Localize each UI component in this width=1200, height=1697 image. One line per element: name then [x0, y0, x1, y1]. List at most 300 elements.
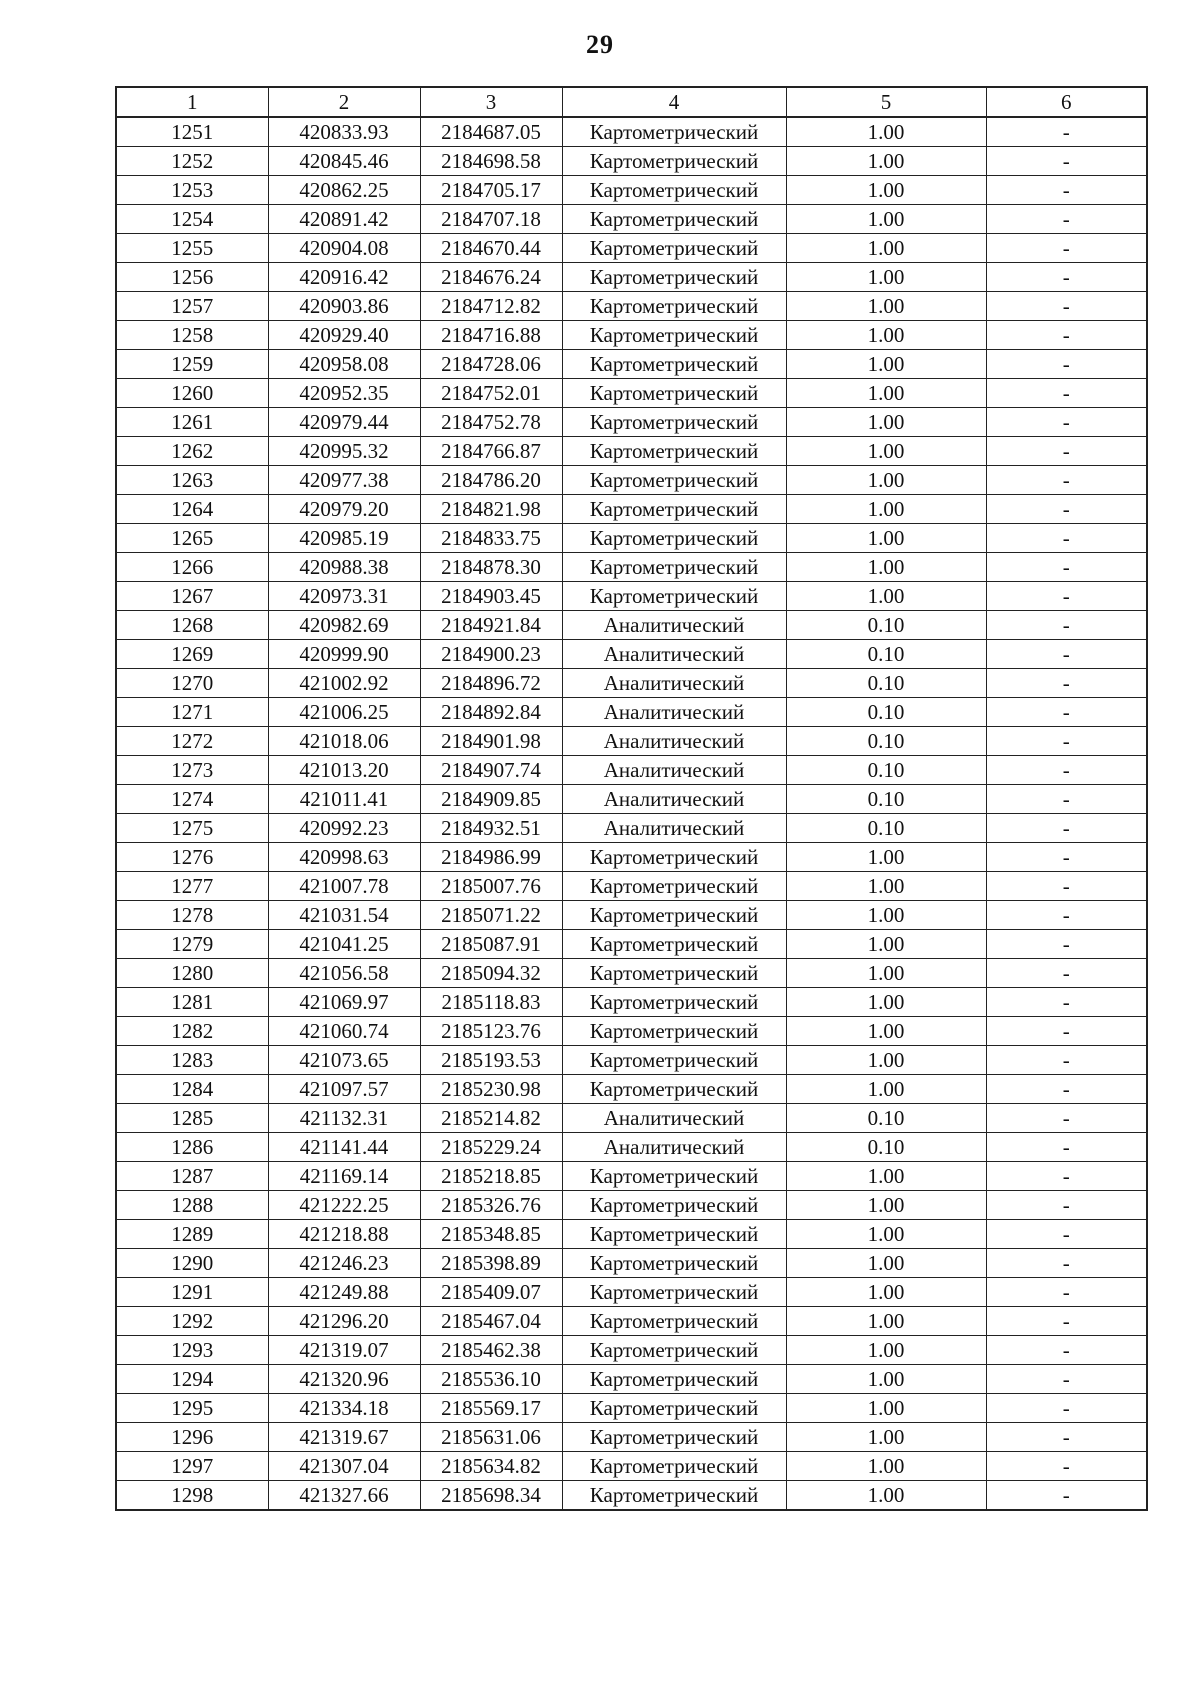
cell-point-number: 1293 [116, 1336, 268, 1365]
cell-method: Аналитический [562, 785, 786, 814]
cell-y-coordinate: 2184932.51 [420, 814, 562, 843]
cell-method: Картометрический [562, 1249, 786, 1278]
cell-accuracy: 0.10 [786, 698, 986, 727]
cell-point-number: 1268 [116, 611, 268, 640]
cell-accuracy: 1.00 [786, 466, 986, 495]
cell-point-number: 1275 [116, 814, 268, 843]
cell-point-number: 1282 [116, 1017, 268, 1046]
cell-method: Картометрический [562, 553, 786, 582]
cell-y-coordinate: 2185118.83 [420, 988, 562, 1017]
cell-y-coordinate: 2185409.07 [420, 1278, 562, 1307]
cell-accuracy: 1.00 [786, 1365, 986, 1394]
cell-point-number: 1287 [116, 1162, 268, 1191]
table-header [116, 87, 1147, 117]
cell-y-coordinate: 2184901.98 [420, 727, 562, 756]
cell-point-number: 1255 [116, 234, 268, 263]
cell-point-number: 1297 [116, 1452, 268, 1481]
table-row [116, 930, 1147, 959]
cell-note: - [986, 292, 1147, 321]
cell-method: Аналитический [562, 1133, 786, 1162]
cell-note: - [986, 524, 1147, 553]
cell-x-coordinate: 420958.08 [268, 350, 420, 379]
cell-point-number: 1269 [116, 640, 268, 669]
cell-x-coordinate: 421007.78 [268, 872, 420, 901]
column-header-1: 1 [116, 87, 268, 117]
cell-y-coordinate: 2185230.98 [420, 1075, 562, 1104]
column-header-3: 3 [420, 87, 562, 117]
cell-point-number: 1263 [116, 466, 268, 495]
cell-x-coordinate: 420998.63 [268, 843, 420, 872]
header-row [116, 87, 1147, 117]
cell-x-coordinate: 420891.42 [268, 205, 420, 234]
cell-y-coordinate: 2184892.84 [420, 698, 562, 727]
table-row [116, 640, 1147, 669]
cell-method: Картометрический [562, 843, 786, 872]
table-row [116, 437, 1147, 466]
cell-x-coordinate: 421319.07 [268, 1336, 420, 1365]
cell-x-coordinate: 421222.25 [268, 1191, 420, 1220]
cell-point-number: 1295 [116, 1394, 268, 1423]
cell-method: Картометрический [562, 350, 786, 379]
cell-x-coordinate: 421169.14 [268, 1162, 420, 1191]
cell-y-coordinate: 2184878.30 [420, 553, 562, 582]
table-row [116, 611, 1147, 640]
cell-x-coordinate: 420977.38 [268, 466, 420, 495]
cell-x-coordinate: 420999.90 [268, 640, 420, 669]
table-row [116, 321, 1147, 350]
cell-note: - [986, 495, 1147, 524]
cell-note: - [986, 437, 1147, 466]
table-row [116, 669, 1147, 698]
cell-y-coordinate: 2185326.76 [420, 1191, 562, 1220]
cell-accuracy: 1.00 [786, 930, 986, 959]
cell-point-number: 1281 [116, 988, 268, 1017]
cell-note: - [986, 1307, 1147, 1336]
cell-method: Аналитический [562, 611, 786, 640]
table-row [116, 495, 1147, 524]
cell-accuracy: 1.00 [786, 1191, 986, 1220]
cell-accuracy: 0.10 [786, 727, 986, 756]
cell-method: Картометрический [562, 1191, 786, 1220]
cell-accuracy: 1.00 [786, 524, 986, 553]
table-row [116, 901, 1147, 930]
cell-method: Аналитический [562, 1104, 786, 1133]
cell-point-number: 1261 [116, 408, 268, 437]
cell-x-coordinate: 420916.42 [268, 263, 420, 292]
cell-y-coordinate: 2185214.82 [420, 1104, 562, 1133]
cell-method: Аналитический [562, 727, 786, 756]
cell-method: Картометрический [562, 466, 786, 495]
table-row [116, 379, 1147, 408]
table-row [116, 1452, 1147, 1481]
cell-y-coordinate: 2185467.04 [420, 1307, 562, 1336]
cell-y-coordinate: 2184712.82 [420, 292, 562, 321]
cell-accuracy: 1.00 [786, 1220, 986, 1249]
cell-note: - [986, 1336, 1147, 1365]
cell-x-coordinate: 420979.44 [268, 408, 420, 437]
cell-accuracy: 1.00 [786, 321, 986, 350]
cell-accuracy: 0.10 [786, 814, 986, 843]
cell-accuracy: 0.10 [786, 1104, 986, 1133]
table-row [116, 1133, 1147, 1162]
cell-accuracy: 1.00 [786, 1452, 986, 1481]
cell-accuracy: 1.00 [786, 437, 986, 466]
table-row [116, 1307, 1147, 1336]
cell-x-coordinate: 420904.08 [268, 234, 420, 263]
cell-note: - [986, 814, 1147, 843]
cell-y-coordinate: 2184903.45 [420, 582, 562, 611]
cell-accuracy: 1.00 [786, 1046, 986, 1075]
column-header-6: 6 [986, 87, 1147, 117]
cell-method: Картометрический [562, 147, 786, 176]
cell-point-number: 1251 [116, 117, 268, 147]
cell-note: - [986, 263, 1147, 292]
cell-y-coordinate: 2185193.53 [420, 1046, 562, 1075]
cell-x-coordinate: 421218.88 [268, 1220, 420, 1249]
cell-x-coordinate: 421073.65 [268, 1046, 420, 1075]
cell-method: Картометрический [562, 1046, 786, 1075]
table-row [116, 117, 1147, 147]
cell-x-coordinate: 421011.41 [268, 785, 420, 814]
cell-y-coordinate: 2185631.06 [420, 1423, 562, 1452]
table-row [116, 843, 1147, 872]
table-row [116, 263, 1147, 292]
cell-method: Картометрический [562, 988, 786, 1017]
table-row [116, 727, 1147, 756]
table-row [116, 756, 1147, 785]
cell-accuracy: 1.00 [786, 263, 986, 292]
cell-method: Картометрический [562, 117, 786, 147]
cell-y-coordinate: 2185071.22 [420, 901, 562, 930]
cell-x-coordinate: 421307.04 [268, 1452, 420, 1481]
cell-point-number: 1291 [116, 1278, 268, 1307]
cell-point-number: 1292 [116, 1307, 268, 1336]
table-row [116, 1191, 1147, 1220]
table-row [116, 1365, 1147, 1394]
cell-y-coordinate: 2184821.98 [420, 495, 562, 524]
cell-method: Картометрический [562, 1452, 786, 1481]
cell-note: - [986, 1017, 1147, 1046]
cell-method: Картометрический [562, 408, 786, 437]
cell-y-coordinate: 2184670.44 [420, 234, 562, 263]
cell-accuracy: 1.00 [786, 1162, 986, 1191]
cell-note: - [986, 1394, 1147, 1423]
table-row [116, 292, 1147, 321]
cell-y-coordinate: 2185087.91 [420, 930, 562, 959]
coordinates-table [115, 86, 1148, 1511]
cell-note: - [986, 147, 1147, 176]
cell-y-coordinate: 2184896.72 [420, 669, 562, 698]
cell-point-number: 1264 [116, 495, 268, 524]
table-row [116, 1394, 1147, 1423]
cell-note: - [986, 959, 1147, 988]
cell-point-number: 1274 [116, 785, 268, 814]
cell-point-number: 1277 [116, 872, 268, 901]
cell-note: - [986, 466, 1147, 495]
table-row [116, 1220, 1147, 1249]
cell-note: - [986, 350, 1147, 379]
table-row [116, 147, 1147, 176]
cell-y-coordinate: 2184900.23 [420, 640, 562, 669]
cell-point-number: 1267 [116, 582, 268, 611]
cell-x-coordinate: 421056.58 [268, 959, 420, 988]
cell-note: - [986, 1278, 1147, 1307]
cell-y-coordinate: 2184716.88 [420, 321, 562, 350]
cell-note: - [986, 1191, 1147, 1220]
cell-x-coordinate: 420985.19 [268, 524, 420, 553]
cell-y-coordinate: 2184728.06 [420, 350, 562, 379]
cell-accuracy: 1.00 [786, 1278, 986, 1307]
cell-y-coordinate: 2185398.89 [420, 1249, 562, 1278]
cell-point-number: 1258 [116, 321, 268, 350]
cell-y-coordinate: 2184786.20 [420, 466, 562, 495]
cell-point-number: 1289 [116, 1220, 268, 1249]
cell-accuracy: 1.00 [786, 1249, 986, 1278]
cell-point-number: 1265 [116, 524, 268, 553]
cell-method: Картометрический [562, 1220, 786, 1249]
cell-y-coordinate: 2185348.85 [420, 1220, 562, 1249]
cell-x-coordinate: 421249.88 [268, 1278, 420, 1307]
cell-accuracy: 1.00 [786, 1017, 986, 1046]
cell-accuracy: 1.00 [786, 1423, 986, 1452]
cell-y-coordinate: 2184705.17 [420, 176, 562, 205]
cell-method: Картометрический [562, 234, 786, 263]
cell-note: - [986, 176, 1147, 205]
cell-point-number: 1270 [116, 669, 268, 698]
cell-x-coordinate: 421006.25 [268, 698, 420, 727]
table-row [116, 408, 1147, 437]
cell-y-coordinate: 2184687.05 [420, 117, 562, 147]
cell-y-coordinate: 2185462.38 [420, 1336, 562, 1365]
cell-accuracy: 1.00 [786, 872, 986, 901]
cell-accuracy: 1.00 [786, 553, 986, 582]
cell-x-coordinate: 421319.67 [268, 1423, 420, 1452]
cell-method: Картометрический [562, 1336, 786, 1365]
cell-y-coordinate: 2184833.75 [420, 524, 562, 553]
cell-note: - [986, 1249, 1147, 1278]
cell-note: - [986, 727, 1147, 756]
cell-note: - [986, 988, 1147, 1017]
cell-note: - [986, 1104, 1147, 1133]
cell-point-number: 1252 [116, 147, 268, 176]
cell-x-coordinate: 421320.96 [268, 1365, 420, 1394]
cell-y-coordinate: 2184921.84 [420, 611, 562, 640]
cell-y-coordinate: 2185007.76 [420, 872, 562, 901]
cell-point-number: 1298 [116, 1481, 268, 1511]
table-row [116, 176, 1147, 205]
cell-note: - [986, 901, 1147, 930]
cell-point-number: 1262 [116, 437, 268, 466]
cell-method: Аналитический [562, 669, 786, 698]
cell-note: - [986, 611, 1147, 640]
cell-point-number: 1271 [116, 698, 268, 727]
cell-x-coordinate: 421334.18 [268, 1394, 420, 1423]
cell-note: - [986, 669, 1147, 698]
cell-note: - [986, 930, 1147, 959]
cell-point-number: 1259 [116, 350, 268, 379]
table-row [116, 1278, 1147, 1307]
cell-x-coordinate: 421018.06 [268, 727, 420, 756]
cell-x-coordinate: 421060.74 [268, 1017, 420, 1046]
column-header-2: 2 [268, 87, 420, 117]
cell-point-number: 1273 [116, 756, 268, 785]
cell-method: Аналитический [562, 640, 786, 669]
cell-accuracy: 1.00 [786, 117, 986, 147]
cell-x-coordinate: 420845.46 [268, 147, 420, 176]
cell-accuracy: 1.00 [786, 234, 986, 263]
cell-method: Картометрический [562, 292, 786, 321]
cell-method: Картометрический [562, 321, 786, 350]
cell-x-coordinate: 421296.20 [268, 1307, 420, 1336]
cell-method: Аналитический [562, 814, 786, 843]
cell-point-number: 1260 [116, 379, 268, 408]
cell-method: Картометрический [562, 495, 786, 524]
cell-y-coordinate: 2184707.18 [420, 205, 562, 234]
table-row [116, 1046, 1147, 1075]
cell-accuracy: 0.10 [786, 1133, 986, 1162]
cell-point-number: 1284 [116, 1075, 268, 1104]
cell-method: Аналитический [562, 756, 786, 785]
table-row [116, 1104, 1147, 1133]
cell-point-number: 1279 [116, 930, 268, 959]
cell-point-number: 1290 [116, 1249, 268, 1278]
cell-accuracy: 1.00 [786, 205, 986, 234]
cell-accuracy: 1.00 [786, 988, 986, 1017]
cell-point-number: 1253 [116, 176, 268, 205]
table-row [116, 1017, 1147, 1046]
cell-x-coordinate: 420982.69 [268, 611, 420, 640]
cell-accuracy: 1.00 [786, 1307, 986, 1336]
cell-accuracy: 1.00 [786, 1394, 986, 1423]
cell-note: - [986, 205, 1147, 234]
cell-y-coordinate: 2185569.17 [420, 1394, 562, 1423]
cell-method: Картометрический [562, 437, 786, 466]
cell-note: - [986, 1452, 1147, 1481]
cell-x-coordinate: 420862.25 [268, 176, 420, 205]
cell-accuracy: 1.00 [786, 379, 986, 408]
column-header-5: 5 [786, 87, 986, 117]
cell-x-coordinate: 421141.44 [268, 1133, 420, 1162]
cell-note: - [986, 234, 1147, 263]
cell-point-number: 1276 [116, 843, 268, 872]
cell-x-coordinate: 420973.31 [268, 582, 420, 611]
cell-note: - [986, 640, 1147, 669]
cell-note: - [986, 379, 1147, 408]
cell-note: - [986, 843, 1147, 872]
cell-method: Картометрический [562, 582, 786, 611]
table-row [116, 553, 1147, 582]
cell-accuracy: 1.00 [786, 350, 986, 379]
table-row [116, 959, 1147, 988]
cell-accuracy: 0.10 [786, 611, 986, 640]
cell-method: Картометрический [562, 1394, 786, 1423]
cell-y-coordinate: 2185698.34 [420, 1481, 562, 1511]
cell-note: - [986, 1075, 1147, 1104]
cell-note: - [986, 582, 1147, 611]
cell-x-coordinate: 421013.20 [268, 756, 420, 785]
cell-accuracy: 1.00 [786, 582, 986, 611]
cell-y-coordinate: 2184909.85 [420, 785, 562, 814]
cell-point-number: 1254 [116, 205, 268, 234]
cell-point-number: 1283 [116, 1046, 268, 1075]
cell-method: Картометрический [562, 379, 786, 408]
cell-y-coordinate: 2185094.32 [420, 959, 562, 988]
cell-note: - [986, 553, 1147, 582]
cell-y-coordinate: 2184986.99 [420, 843, 562, 872]
cell-point-number: 1266 [116, 553, 268, 582]
cell-y-coordinate: 2184676.24 [420, 263, 562, 292]
cell-note: - [986, 1365, 1147, 1394]
column-header-4: 4 [562, 87, 786, 117]
cell-y-coordinate: 2184766.87 [420, 437, 562, 466]
cell-method: Картометрический [562, 205, 786, 234]
page-number: 29 [586, 30, 614, 59]
cell-x-coordinate: 421246.23 [268, 1249, 420, 1278]
cell-method: Картометрический [562, 1278, 786, 1307]
cell-x-coordinate: 421041.25 [268, 930, 420, 959]
table-row [116, 785, 1147, 814]
table-row [116, 1249, 1147, 1278]
table-row [116, 1336, 1147, 1365]
cell-note: - [986, 872, 1147, 901]
table-row [116, 466, 1147, 495]
cell-x-coordinate: 420952.35 [268, 379, 420, 408]
cell-point-number: 1280 [116, 959, 268, 988]
cell-note: - [986, 698, 1147, 727]
cell-note: - [986, 756, 1147, 785]
cell-y-coordinate: 2185123.76 [420, 1017, 562, 1046]
cell-method: Картометрический [562, 930, 786, 959]
cell-x-coordinate: 420992.23 [268, 814, 420, 843]
cell-x-coordinate: 421132.31 [268, 1104, 420, 1133]
cell-point-number: 1288 [116, 1191, 268, 1220]
cell-accuracy: 1.00 [786, 843, 986, 872]
cell-note: - [986, 1423, 1147, 1452]
cell-accuracy: 1.00 [786, 1336, 986, 1365]
cell-accuracy: 0.10 [786, 756, 986, 785]
cell-note: - [986, 1220, 1147, 1249]
cell-accuracy: 1.00 [786, 176, 986, 205]
cell-y-coordinate: 2184752.78 [420, 408, 562, 437]
cell-accuracy: 0.10 [786, 640, 986, 669]
table-body [116, 117, 1147, 1510]
cell-x-coordinate: 420995.32 [268, 437, 420, 466]
cell-method: Картометрический [562, 263, 786, 292]
cell-accuracy: 0.10 [786, 669, 986, 698]
cell-y-coordinate: 2185536.10 [420, 1365, 562, 1394]
cell-x-coordinate: 421031.54 [268, 901, 420, 930]
cell-x-coordinate: 421327.66 [268, 1481, 420, 1511]
cell-note: - [986, 1133, 1147, 1162]
cell-accuracy: 0.10 [786, 785, 986, 814]
table-row [116, 1423, 1147, 1452]
cell-note: - [986, 785, 1147, 814]
table-row [116, 1481, 1147, 1511]
table-row [116, 1075, 1147, 1104]
cell-method: Картометрический [562, 959, 786, 988]
cell-point-number: 1285 [116, 1104, 268, 1133]
cell-x-coordinate: 421097.57 [268, 1075, 420, 1104]
cell-note: - [986, 321, 1147, 350]
table-row [116, 872, 1147, 901]
cell-method: Картометрический [562, 901, 786, 930]
cell-method: Картометрический [562, 1075, 786, 1104]
cell-point-number: 1278 [116, 901, 268, 930]
cell-method: Картометрический [562, 1017, 786, 1046]
cell-note: - [986, 408, 1147, 437]
table-row [116, 1162, 1147, 1191]
table-row [116, 814, 1147, 843]
